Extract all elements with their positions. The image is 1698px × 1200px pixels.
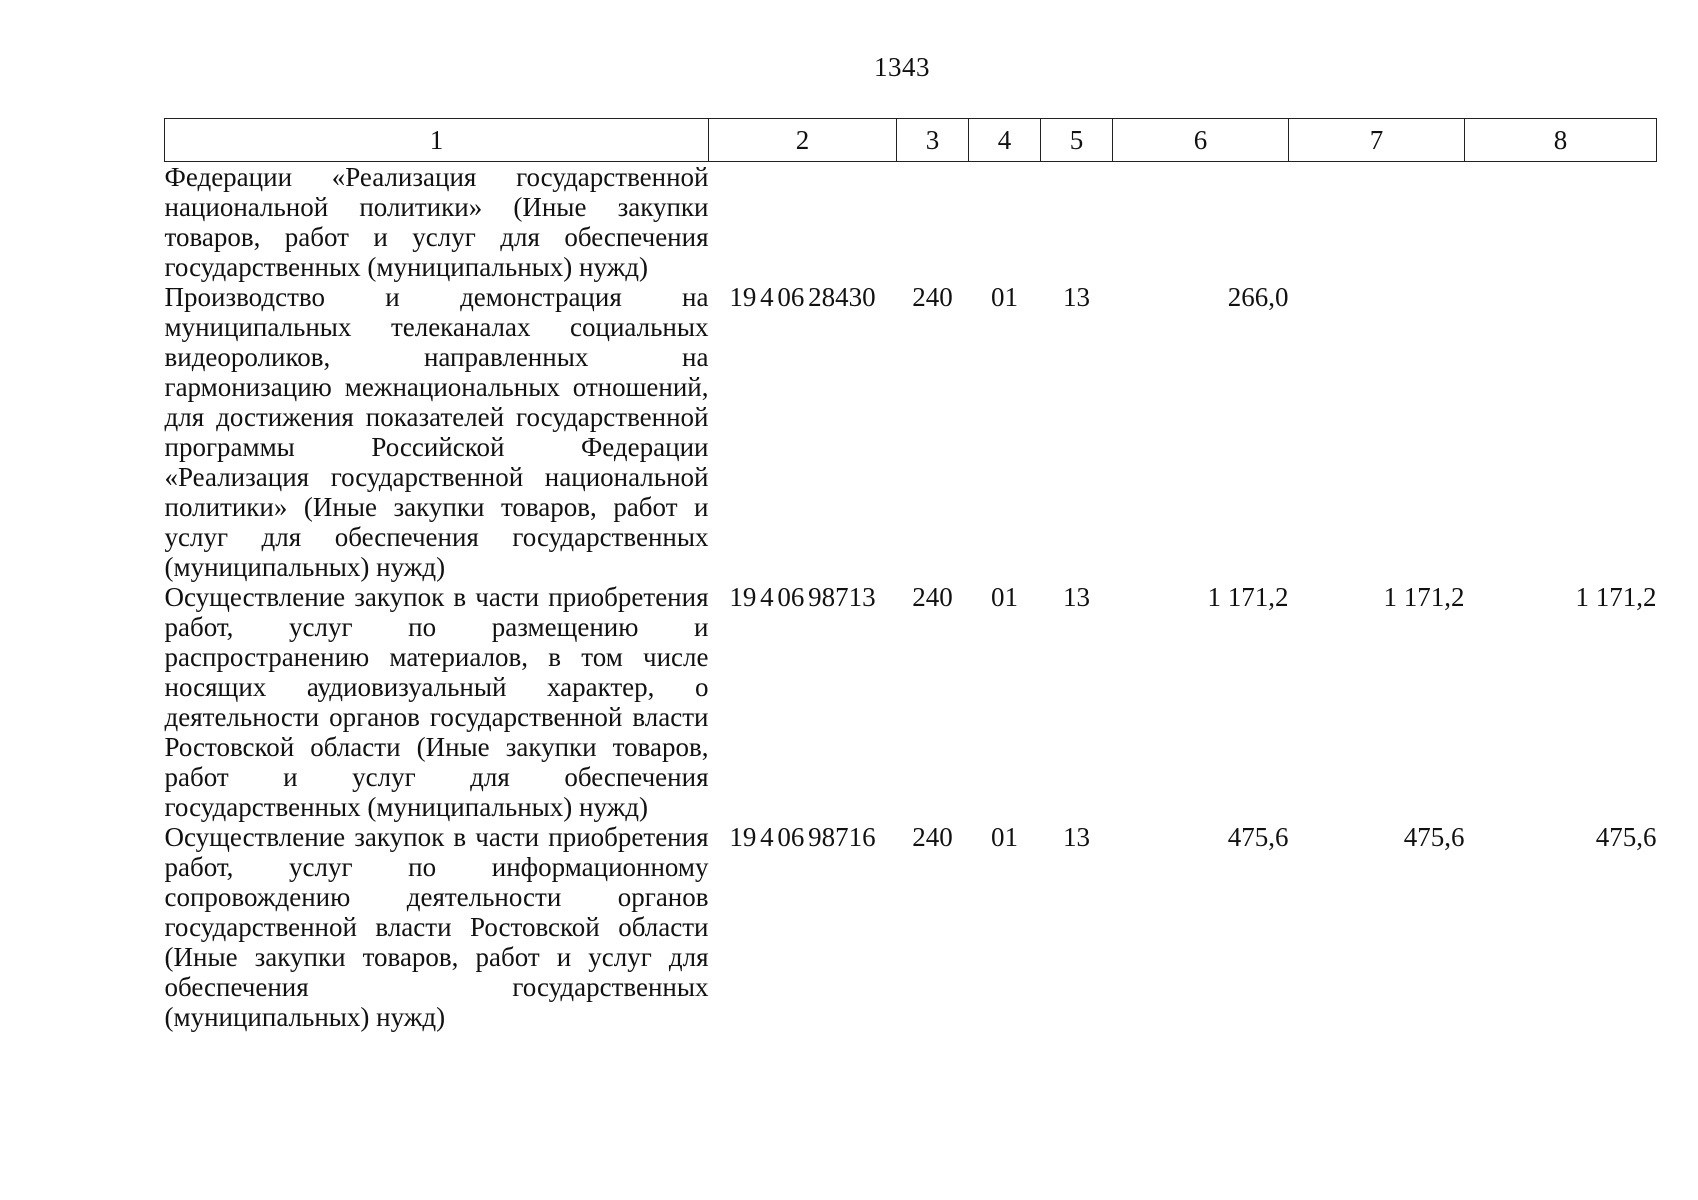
target-article-code: 19 4 06 28430	[729, 282, 876, 312]
col-header-1: 1	[165, 119, 709, 162]
table-row	[165, 282, 1657, 582]
amount-col-6: 266,0	[1227, 282, 1289, 312]
amount-col-6: 1 171,2	[1207, 582, 1289, 612]
amount-col-6	[1113, 162, 1289, 283]
section: 01	[991, 822, 1018, 852]
table-row	[165, 582, 1657, 822]
section: 01	[991, 582, 1018, 612]
amount-col-8: 475,6	[1595, 822, 1657, 852]
table-row	[165, 162, 1657, 283]
col-header-2: 2	[709, 119, 897, 162]
col-header-4: 4	[969, 119, 1041, 162]
col-header-6: 6	[1113, 119, 1289, 162]
amount-col-7	[1289, 282, 1465, 582]
expense-type: 240	[912, 282, 953, 312]
amount-col-6: 475,6	[1227, 822, 1289, 852]
amount-col-7: 1 171,2	[1383, 582, 1465, 612]
amount-col-8: 1 171,2	[1575, 582, 1657, 612]
col-header-8: 8	[1465, 119, 1657, 162]
header-row	[165, 119, 1657, 162]
subsection: 13	[1063, 582, 1090, 612]
table-row	[165, 822, 1657, 1032]
subsection: 13	[1063, 822, 1090, 852]
amount-col-7	[1289, 162, 1465, 283]
section	[969, 162, 1041, 283]
amount-col-7: 475,6	[1403, 822, 1465, 852]
subsection	[1041, 162, 1113, 283]
amount-col-8	[1465, 282, 1657, 582]
row-description: Осуществление закупок в части приобретения работ, услуг по информационному сопровождению деятельности органов государственной власти Ростовской области (Иные закупки товаров, работ и услуг для обеспечения государственных (муниципальных) нужд)	[164, 822, 709, 1032]
amount-col-8	[1465, 162, 1657, 283]
target-article-code: 19 4 06 98716	[729, 822, 876, 852]
target-article-code	[709, 162, 897, 283]
target-article-code: 19 4 06 98713	[729, 582, 876, 612]
table-header	[165, 119, 1657, 162]
col-header-5: 5	[1041, 119, 1113, 162]
col-header-7: 7	[1289, 119, 1465, 162]
expense-type: 240	[912, 822, 953, 852]
expense-type	[897, 162, 969, 283]
page-number: 1343	[874, 52, 930, 82]
col-header-3: 3	[897, 119, 969, 162]
subsection: 13	[1063, 282, 1090, 312]
expense-type: 240	[912, 582, 953, 612]
budget-table	[164, 118, 1657, 1032]
row-description: Осуществление закупок в части приобретения работ, услуг по размещению и распространению материалов, в том числе носящих аудиовизуальный характер, о деятельности органов государственной власти Ростовской области (Иные закупки товаров, работ и услуг для обеспечения государственных (муниципальных) нужд)	[164, 582, 709, 822]
row-description: Производство и демонстрация на муниципальных телеканалах социальных видеороликов, направленных на гармонизацию межнациональных отношений, для достижения показателей государственной программы Российской Федерации «Реализация государственной национальной политики» (Иные закупки товаров, работ и услуг для обеспечения государственных (муниципальных) нужд)	[164, 282, 709, 582]
table-body	[165, 162, 1657, 1033]
row-description: Федерации «Реализация государственной национальной политики» (Иные закупки товаров, работ и услуг для обеспечения государственных (муниципальных) нужд)	[164, 162, 709, 282]
section: 01	[991, 282, 1018, 312]
